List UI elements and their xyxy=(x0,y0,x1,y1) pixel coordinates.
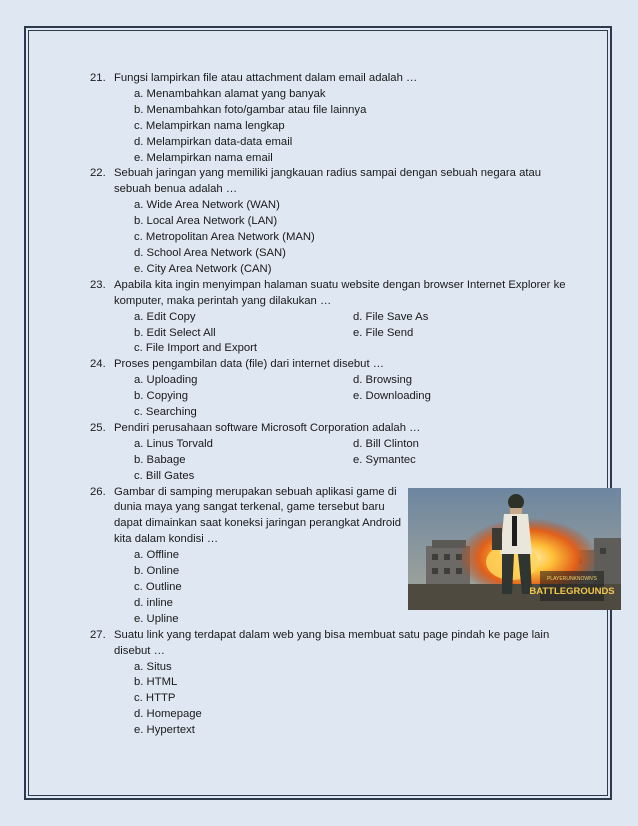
options-right-column xyxy=(353,310,572,358)
option-c: c. Melampirkan nama lengkap xyxy=(134,119,285,132)
option-d: d. File Save As xyxy=(353,310,429,323)
question-24 xyxy=(92,357,572,421)
option-a: a. Situs xyxy=(134,660,172,673)
question-text: Apabila kita ingin menyimpan halaman suatu website dengan browser Internet Explorer ke komputer, maka perintah yang dilakukan … xyxy=(114,278,566,307)
question-number: 24. xyxy=(90,358,106,371)
question-list xyxy=(92,71,572,739)
option-d: d. inline xyxy=(134,596,173,609)
option-a: a. Uploading xyxy=(134,374,198,387)
option-d: d. School Area Network (SAN) xyxy=(134,246,286,259)
option-a: a. Menambahkan alamat yang banyak xyxy=(134,87,326,100)
option-a: a. Edit Copy xyxy=(134,310,196,323)
question-text: Sebuah jaringan yang memiliki jangkauan radius sampai dengan sebuah negara atau sebuah benua adalah … xyxy=(114,167,542,196)
options-right-column xyxy=(353,373,572,421)
option-b: b. Online xyxy=(134,565,180,578)
option-e: e. Hypertext xyxy=(134,724,195,737)
option-a: a. Linus Torvald xyxy=(134,437,213,450)
option-b: b. Local Area Network (LAN) xyxy=(134,215,278,228)
options xyxy=(114,437,572,485)
option-c: c. Outline xyxy=(134,581,182,593)
options-right-column xyxy=(353,437,572,485)
question-number: 23. xyxy=(90,278,106,291)
option-b: b. Copying xyxy=(134,390,189,403)
option-e: e. Upline xyxy=(134,612,179,625)
question-number: 22. xyxy=(90,167,106,180)
options xyxy=(114,310,572,358)
option-b: b. Babage xyxy=(134,453,186,466)
option-e: e. Symantec xyxy=(353,453,416,466)
option-a: a. Offline xyxy=(134,549,180,562)
option-b: b. Edit Select All xyxy=(134,326,216,339)
options xyxy=(114,373,572,421)
question-number: 25. xyxy=(90,421,106,434)
question-25 xyxy=(92,421,572,485)
options xyxy=(114,87,572,167)
options xyxy=(114,660,572,740)
option-a: a. Wide Area Network (WAN) xyxy=(134,199,280,212)
question-number: 27. xyxy=(90,628,106,641)
question-text: Proses pengambilan data (file) dari internet disebut … xyxy=(114,358,385,371)
question-text: Fungsi lampirkan file atau attachment dalam email adalah … xyxy=(114,72,418,84)
options xyxy=(114,198,572,278)
logo-title: BATTLEGROUNDS xyxy=(529,586,615,597)
logo-subtitle: PLAYERUNKNOWN'S xyxy=(546,576,598,582)
question-21 xyxy=(92,71,572,166)
question-text: Suatu link yang terdapat dalam web yang bisa membuat satu page pindah ke page lain disebut … xyxy=(114,628,550,657)
option-d: d. Browsing xyxy=(353,374,413,387)
question-23 xyxy=(92,278,572,358)
option-b: b. Menambahkan foto/gambar atau file lainnya xyxy=(134,103,367,116)
option-d: d. Homepage xyxy=(134,708,202,721)
options-left-column xyxy=(134,437,353,485)
option-e: e. City Area Network (CAN) xyxy=(134,262,272,275)
option-d: d. Bill Clinton xyxy=(353,437,419,450)
question-number: 21. xyxy=(90,72,106,84)
option-c: c. File Import and Export xyxy=(134,342,258,355)
option-e: e. File Send xyxy=(353,326,414,339)
options-left-column xyxy=(134,373,353,421)
option-c: c. HTTP xyxy=(134,692,176,705)
options xyxy=(114,548,434,628)
question-text: Pendiri perusahaan software Microsoft Corporation adalah … xyxy=(114,421,421,434)
option-c: c. Bill Gates xyxy=(134,469,195,482)
question-number: 26. xyxy=(90,485,106,498)
option-e: e. Melampirkan nama email xyxy=(134,151,273,164)
question-22 xyxy=(92,166,572,277)
question-27 xyxy=(92,628,572,739)
options-left-column xyxy=(134,310,353,358)
option-c: c. Metropolitan Area Network (MAN) xyxy=(134,231,315,244)
option-c: c. Searching xyxy=(134,406,197,419)
question-text: Gambar di samping merupakan sebuah aplikasi game di dunia maya yang sangat terkenal, game tersebut baru dapat dimainkan saat koneksi jaringan perangkat Android kita dalam kondisi … xyxy=(114,485,402,546)
option-e: e. Downloading xyxy=(353,390,431,403)
game-artwork-svg xyxy=(408,488,621,610)
game-artwork-image xyxy=(408,488,621,610)
option-b: b. HTML xyxy=(134,676,178,689)
option-d: d. Melampirkan data-data email xyxy=(134,135,293,148)
